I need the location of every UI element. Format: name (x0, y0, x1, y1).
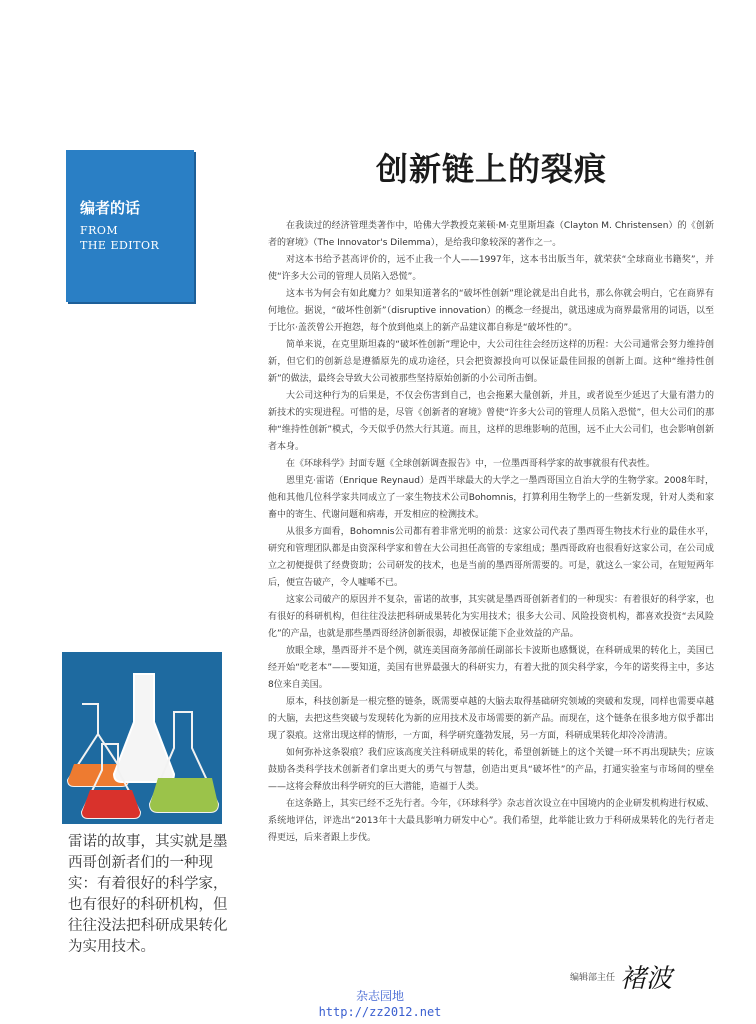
article-paragraph: 从很多方面看，Bohomnis公司都有着非常光明的前景：这家公司代表了墨西哥生物技术行业的最佳水平，研究和管理团队都是由资深科学家和曾在大公司担任高管的专家组成；墨西哥政府也很看好这家公司，在公司成立之初便提供了经费资助；公司研发的技术，也是当前的墨西哥所需要的。可是，就这么一家公司，在短短两年后，便宣告破产，令人嘘唏不已。 (268, 527, 714, 588)
article-paragraph: 放眼全球，墨西哥并不是个例，就连美国商务部前任副部长卡波斯也感慨说，在科研成果的转化上，美国已经开始“吃老本”——要知道，美国有世界最强大的科研实力，有着大批的顶尖科学家，今年的诺奖得主中，多达8位来自美国。 (268, 646, 714, 690)
editor-note-label-en-from: FROM (80, 224, 119, 237)
article-paragraph: 在我读过的经济管理类著作中，哈佛大学教授克莱顿·M·克里斯坦森（Clayton M. Christensen）的《创新者的窘境》（The Innovator's Dilemma），是给我印象较深的著作之一。 (268, 221, 714, 248)
article-body (268, 218, 714, 847)
editor-note-label-zh: 编者的话 (80, 199, 141, 217)
site-watermark (300, 988, 460, 1020)
article-paragraph: 这家公司破产的原因并不复杂，雷诺的故事，其实就是墨西哥创新者们的一种现实：有着很好的科学家，也有很好的科研机构，但往往没法把科研成果转化为实用技术；很多大公司、风险投资机构，都喜欢投资“去风险化”的产品，也就是那些墨西哥经济创新很弱，却被保证能下企业效益的产品。 (268, 595, 714, 639)
watermark-url[interactable]: http://zz2012.net (318, 1005, 442, 1019)
article-paragraph: 原本，科技创新是一根完整的链条，既需要卓越的大脑去取得基础研究领域的突破和发现，同样也需要卓越的大脑，去把这些突破与发现转化为新的应用技术及市场需要的新产品。而现在，这个链条在很多地方似乎都出现了裂痕。这常出现这样的情形，一方面，科学研究蓬勃发展，另一方面，科研成果转化却冷冷清清。 (268, 697, 714, 741)
article-paragraph: 简单来说，在克里斯坦森的“破坏性创新”理论中，大公司往往会经历这样的历程：大公司通常会努力维持创新，但它们的创新总是遵循原先的成功途径，只会把资源投向可以保证最佳回报的创新上面。这种“维持性创新”的做法，最终会导致大公司被那些坚持原始创新的小公司所击倒。 (268, 340, 714, 384)
editor-note-box (66, 150, 194, 302)
article-paragraph: 在这条路上，其实已经不乏先行者。今年，《环球科学》杂志首次设立在中国境内的企业研发机构进行权威、系统地评估，评选出“2013年十大最具影响力研发中心”。我们希望，此举能让致力于科研成果转化的先行者走得更远，后来者跟上步伐。 (268, 799, 714, 843)
editor-signature: 褚波 (620, 964, 673, 994)
article-paragraph: 大公司这种行为的后果是，不仅会伤害到自己，也会拖累大量创新，并且，或者说至少延迟了大量有潜力的新技术的实现进程。可惜的是，尽管《创新者的窘境》曾使“许多大公司的管理人员陷入恐慌”，但大公司们的那种“维持性创新”模式，今天似乎仍然大行其道。而且，这样的思维影响的范围，远不止大公司们，也会影响创新者本身。 (268, 391, 714, 452)
article-paragraph: 这本书为何会有如此魔力？如果知道著名的“破坏性创新”理论就是出自此书，那么你就会明白，它在商界有何地位。据说，“破坏性创新”（disruptive innovation）的概念一经提出，就迅速成为商界最常用的词语，以至于比尔·盖茨曾公开抱怨，每个放到他桌上的新产品建议都自称是“破坏性的”。 (268, 289, 714, 333)
signature-title: 编辑部主任 (570, 973, 616, 983)
pull-quote: 雷诺的故事，其实就是墨西哥创新者们的一种现实：有着很好的科学家，也有很好的科研机构，但往往没法把科研成果转化为实用技术。 (68, 834, 228, 955)
article-paragraph: 在《环球科学》封面专题《全球创新调查报告》中，一位墨西哥科学家的故事就很有代表性。 (286, 459, 656, 469)
watermark-site-name: 杂志园地 (355, 989, 404, 1003)
editor-note-label-en-editor: THE EDITOR (80, 239, 160, 252)
article-paragraph: 对这本书给予甚高评价的，远不止我一个人——1997年，这本书出版当年，就荣获“全球商业书籍奖”，并使“许多大公司的管理人员陷入恐慌”。 (268, 255, 714, 282)
article-paragraph: 如何弥补这条裂痕？我们应该高度关注科研成果的转化，希望创新链上的这个关键一环不再出现缺失；应该鼓励各类科学技术创新者们拿出更大的勇气与智慧，创造出更具“破坏性”的产品，打通实验室与市场间的壁垒——这将会释放出科学研究的巨大潜能，造福于人类。 (268, 748, 714, 792)
article-paragraph: 恩里克·雷诺（Enrique Reynaud）是西半球最大的大学之一墨西哥国立自治大学的生物学家。2008年时，他和其他几位科学家共同成立了一家生物技术公司Bohomnis，打算利用生物学上的一些新发现，针对人类和家畜中的寄生、代谢问题和病毒，开发相应的检测技术。 (268, 476, 714, 520)
article-title: 创新链上的裂痕 (376, 150, 608, 188)
lab-flasks-illustration (62, 652, 222, 824)
